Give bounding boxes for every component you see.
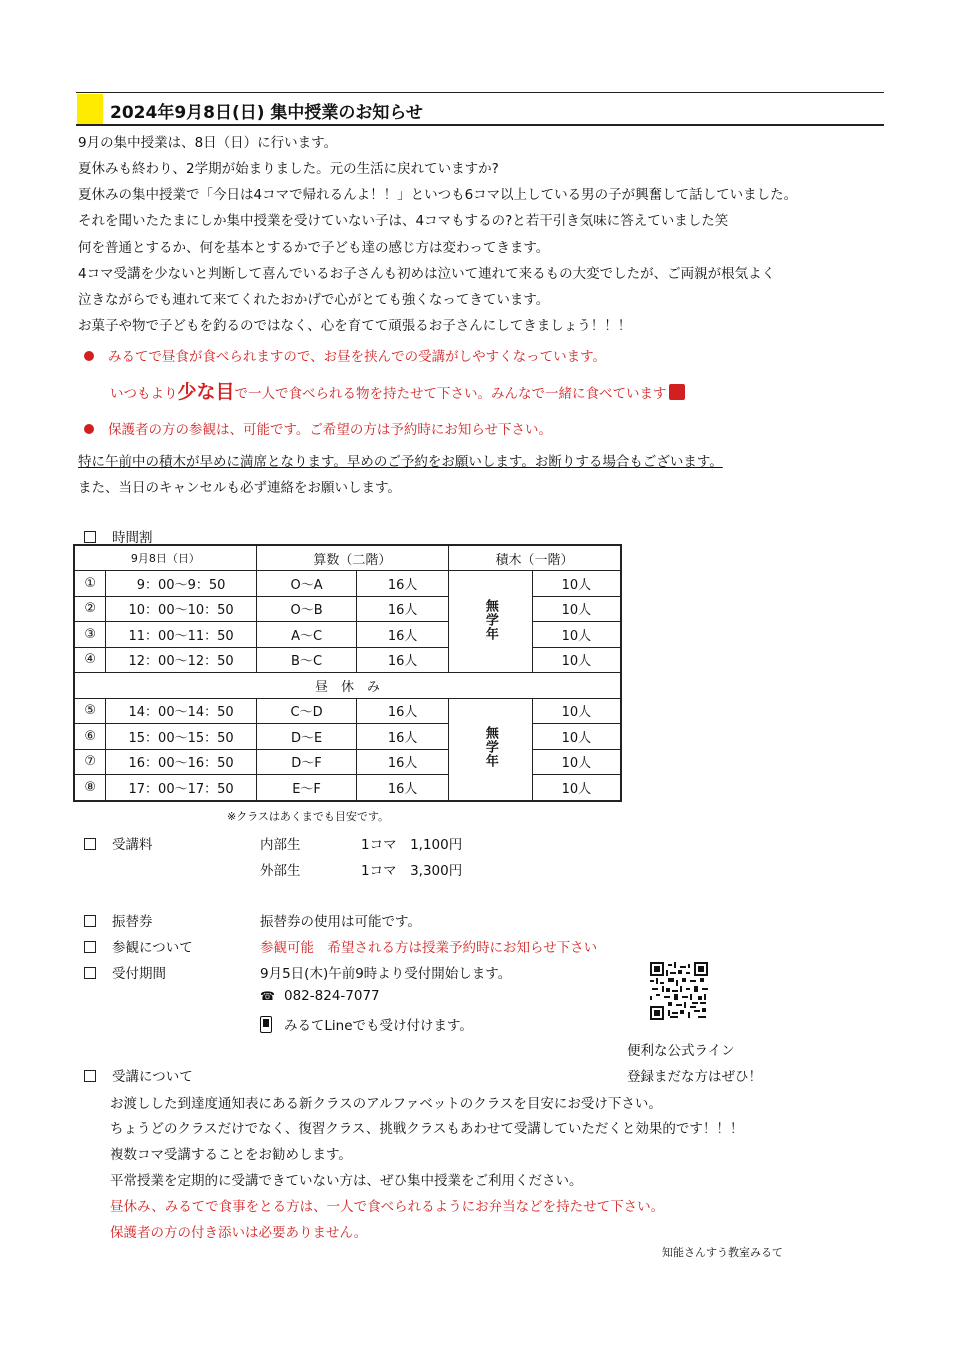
table-row bbox=[74, 647, 621, 673]
title-accent bbox=[77, 94, 103, 124]
about-line: ちょうどのクラスだけでなく、復習クラス、挑戦クラスもあわせて受講していただくと効果的です！！！ bbox=[110, 1121, 744, 1137]
table-header-row bbox=[74, 545, 621, 571]
qr-caption-2: 登録まだな方はぜひ！ bbox=[627, 1069, 762, 1085]
intro-line: 夏休みの集中授業で「今日は4コマで帰れるんよ！！」といつも6コマ以上している男の子が興奮して話していました。 bbox=[78, 187, 798, 203]
notice-sub-post: で一人で食べられる物を持たせて下さい。みんなで一緒に食べています bbox=[234, 386, 667, 402]
observe-value: 参観可能 希望される方は授業予約時にお知らせ下さい bbox=[260, 940, 598, 956]
header-date: 9月8日（日） bbox=[74, 545, 256, 571]
fees-label bbox=[84, 833, 153, 853]
fee-external-value: 1コマ 3,300円 bbox=[361, 863, 463, 879]
transfer-value: 振替券の使用は可能です。 bbox=[260, 914, 421, 930]
school-name-footer: 知能さんすう教室みるて bbox=[662, 1246, 783, 1259]
schedule-note: ※クラスはあくまでも目安です。 bbox=[227, 810, 390, 823]
slot-time: 10：00～10：50 bbox=[106, 596, 256, 622]
slot-number: ⑧ bbox=[74, 775, 106, 801]
notice-lunch-sub bbox=[110, 377, 685, 404]
slot-class: B～C bbox=[256, 647, 357, 673]
title-rule-bottom bbox=[76, 124, 884, 126]
about-line: 複数コマ受講することをお勧めします。 bbox=[110, 1147, 352, 1163]
notice-sub-emphasis: 少な目 bbox=[177, 381, 235, 403]
header-blocks: 積木（一階） bbox=[448, 545, 621, 571]
checkbox-icon bbox=[84, 967, 96, 979]
slot-time: 17：00～17：50 bbox=[106, 775, 256, 801]
slot-class: D～F bbox=[256, 749, 357, 775]
fee-external-label: 外部生 bbox=[260, 863, 301, 879]
about-line: 平常授業を定期的に受講できていない方は、ぜひ集中授業をご利用ください。 bbox=[110, 1173, 583, 1189]
slot-math-capacity: 16人 bbox=[357, 749, 449, 775]
line-app-text: みるてLineでも受け付けます。 bbox=[284, 1018, 473, 1034]
about-red-line: 昼休み、みるてで食事をとる方は、一人で食べられるようにお弁当などを持たせて下さい。 bbox=[110, 1199, 665, 1215]
slot-number: ⑤ bbox=[74, 698, 106, 724]
slot-blocks-capacity: 10人 bbox=[532, 698, 621, 724]
mobile-phone-icon bbox=[260, 1016, 272, 1033]
about-line: お渡しした到達度通知表にある新クラスのアルファベットのクラスを目安にお受け下さい。 bbox=[110, 1096, 662, 1112]
notice-observe-text: 保護者の方の参観は、可能です。ご希望の方は予約時にお知らせ下さい。 bbox=[108, 422, 553, 438]
reception-value: 9月5日(木)午前9時より受付開始します。 bbox=[260, 966, 512, 982]
phone-icon: ☎ bbox=[260, 989, 275, 1003]
bullet-icon bbox=[84, 424, 94, 434]
slot-math-capacity: 16人 bbox=[357, 571, 449, 597]
slot-math-capacity: 16人 bbox=[357, 647, 449, 673]
checkbox-icon bbox=[84, 838, 96, 850]
slot-number: ⑦ bbox=[74, 749, 106, 775]
stamp-icon bbox=[669, 384, 685, 400]
notice-lunch bbox=[84, 345, 606, 365]
slot-blocks-capacity: 10人 bbox=[532, 571, 621, 597]
about-label-text: 受講について bbox=[112, 1069, 193, 1085]
checkbox-icon bbox=[84, 915, 96, 927]
intro-line: 何を普通とするか、何を基本とするかで子ども達の感じ方は変わってきます。 bbox=[78, 240, 550, 256]
slot-time: 12：00～12：50 bbox=[106, 647, 256, 673]
slot-blocks-capacity: 10人 bbox=[532, 749, 621, 775]
schedule-heading-label: 時間割 bbox=[112, 530, 153, 546]
slot-math-capacity: 16人 bbox=[357, 596, 449, 622]
observe-label-text: 参観について bbox=[112, 940, 193, 956]
fees-label-text: 受講料 bbox=[112, 837, 153, 853]
fee-internal-label: 内部生 bbox=[260, 837, 301, 853]
qr-caption-1: 便利な公式ライン bbox=[627, 1043, 735, 1059]
checkbox-icon bbox=[84, 531, 96, 543]
qr-code[interactable] bbox=[650, 962, 708, 1020]
intro-line: 夏休みも終わり、2学期が始まりました。元の生活に戻れていますか? bbox=[78, 161, 499, 177]
slot-number: ④ bbox=[74, 647, 106, 673]
intro-line: それを聞いたたまにしか集中授業を受けていない子は、4コマもするの?と若干引き気味に答えていました笑 bbox=[78, 213, 729, 229]
slot-number: ② bbox=[74, 596, 106, 622]
line-app-line bbox=[260, 1014, 473, 1034]
page-title: 2024年9月8日(日) 集中授業のお知らせ bbox=[110, 103, 423, 123]
no-grade-cell bbox=[448, 698, 532, 801]
slot-class: E～F bbox=[256, 775, 357, 801]
observe-label bbox=[84, 936, 193, 956]
table-row bbox=[74, 596, 621, 622]
slot-class: C～D bbox=[256, 698, 357, 724]
slot-math-capacity: 16人 bbox=[357, 698, 449, 724]
slot-class: O～A bbox=[256, 571, 357, 597]
fee-internal-value: 1コマ 1,100円 bbox=[361, 837, 463, 853]
table-row bbox=[74, 749, 621, 775]
transfer-label bbox=[84, 910, 153, 930]
phone-number[interactable]: 082-824-7077 bbox=[284, 988, 380, 1004]
schedule-heading bbox=[84, 526, 153, 546]
reservation-note: 特に午前中の積木が早めに満席となります。早めのご予約をお願いします。お断りする場合もございます。 bbox=[78, 454, 723, 470]
slot-time: 14：00～14：50 bbox=[106, 698, 256, 724]
cancel-note: また、当日のキャンセルも必ず連絡をお願いします。 bbox=[78, 480, 401, 496]
about-red-line: 保護者の方の付き添いは必要ありません。 bbox=[110, 1225, 368, 1241]
slot-blocks-capacity: 10人 bbox=[532, 775, 621, 801]
slot-time: 11：00～11：50 bbox=[106, 622, 256, 648]
slot-time: 9：00～9：50 bbox=[106, 571, 256, 597]
notice-sub-pre: いつもより bbox=[110, 386, 178, 402]
slot-blocks-capacity: 10人 bbox=[532, 622, 621, 648]
slot-number: ① bbox=[74, 571, 106, 597]
table-row bbox=[74, 698, 621, 724]
reception-label-text: 受付期間 bbox=[112, 966, 166, 982]
no-grade-label: 無学年 bbox=[482, 598, 498, 641]
table-row bbox=[74, 571, 621, 597]
table-row bbox=[74, 724, 621, 750]
no-grade-cell bbox=[448, 571, 532, 673]
break-row bbox=[74, 673, 621, 699]
checkbox-icon bbox=[84, 1070, 96, 1082]
title-rule-top bbox=[76, 92, 884, 93]
slot-blocks-capacity: 10人 bbox=[532, 724, 621, 750]
notice-observe bbox=[84, 418, 552, 438]
intro-line: 泣きながらでも連れて来てくれたおかげで心がとても強くなってきています。 bbox=[78, 292, 550, 308]
phone-line bbox=[260, 988, 380, 1004]
slot-number: ⑥ bbox=[74, 724, 106, 750]
slot-math-capacity: 16人 bbox=[357, 775, 449, 801]
no-grade-label: 無学年 bbox=[482, 726, 498, 768]
timetable bbox=[73, 544, 622, 802]
transfer-label-text: 振替券 bbox=[112, 914, 153, 930]
slot-class: A～C bbox=[256, 622, 357, 648]
slot-class: O～B bbox=[256, 596, 357, 622]
checkbox-icon bbox=[84, 941, 96, 953]
slot-math-capacity: 16人 bbox=[357, 622, 449, 648]
bullet-icon bbox=[84, 351, 94, 361]
slot-time: 16：00～16：50 bbox=[106, 749, 256, 775]
reception-label bbox=[84, 962, 166, 982]
intro-line: 4コマ受講を少ないと判断して喜んでいるお子さんも初めは泣いて連れて来るもの大変でしたが、ご両親が根気よく bbox=[78, 266, 776, 282]
slot-math-capacity: 16人 bbox=[357, 724, 449, 750]
header-math: 算数（二階） bbox=[256, 545, 448, 571]
lunch-break-label: 昼 休 み bbox=[74, 673, 621, 699]
slot-blocks-capacity: 10人 bbox=[532, 647, 621, 673]
intro-line: 9月の集中授業は、8日（日）に行います。 bbox=[78, 135, 338, 151]
notice-lunch-text: みるてで昼食が食べられますので、お昼を挟んでの受講がしやすくなっています。 bbox=[108, 349, 607, 365]
table-row bbox=[74, 622, 621, 648]
intro-line: お菓子や物で子どもを釣るのではなく、心を育てて頑張るお子さんにしてきましょう！！！ bbox=[78, 318, 632, 334]
slot-blocks-capacity: 10人 bbox=[532, 596, 621, 622]
table-row bbox=[74, 775, 621, 801]
about-label bbox=[84, 1065, 193, 1085]
slot-number: ③ bbox=[74, 622, 106, 648]
slot-class: D～E bbox=[256, 724, 357, 750]
slot-time: 15：00～15：50 bbox=[106, 724, 256, 750]
